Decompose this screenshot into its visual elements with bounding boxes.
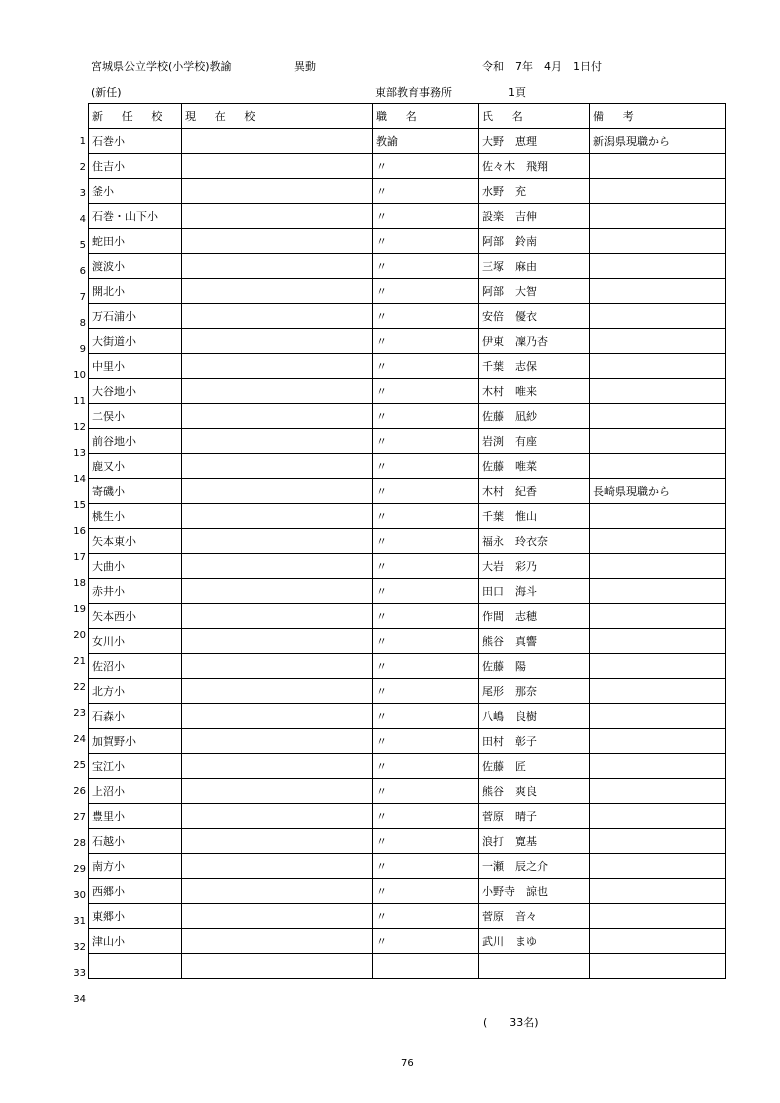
- cell-current-school: [182, 554, 373, 579]
- cell-note: [590, 579, 726, 604]
- cell-position: 〃: [373, 704, 479, 729]
- cell-name: 八嶋 良樹: [479, 704, 590, 729]
- row-number: 32: [73, 942, 86, 953]
- table-row: [89, 829, 726, 854]
- row-number: 33: [73, 968, 86, 979]
- cell-position: 〃: [373, 629, 479, 654]
- cell-current-school: [182, 254, 373, 279]
- cell-current-school: [182, 829, 373, 854]
- cell-name: [479, 954, 590, 979]
- row-number: 8: [79, 318, 86, 329]
- cell-name: 佐藤 唯菜: [479, 454, 590, 479]
- cell-note: [590, 729, 726, 754]
- cell-note: [590, 879, 726, 904]
- cell-note: [590, 179, 726, 204]
- cell-note: [590, 779, 726, 804]
- table-row: [89, 154, 726, 179]
- cell-new-school: 大谷地小: [89, 379, 182, 404]
- cell-note: [590, 679, 726, 704]
- cell-new-school: 東郷小: [89, 904, 182, 929]
- cell-note: [590, 629, 726, 654]
- cell-name: 三塚 麻由: [479, 254, 590, 279]
- cell-position: 〃: [373, 304, 479, 329]
- cell-current-school: [182, 454, 373, 479]
- table-row: [89, 954, 726, 979]
- row-number: 21: [73, 656, 86, 667]
- cell-new-school: 石森小: [89, 704, 182, 729]
- cell-position: 〃: [373, 504, 479, 529]
- cell-name: 設楽 吉伸: [479, 204, 590, 229]
- cell-new-school: 加賀野小: [89, 729, 182, 754]
- cell-note: [590, 329, 726, 354]
- cell-position: 〃: [373, 879, 479, 904]
- cell-position: 〃: [373, 604, 479, 629]
- cell-note: [590, 929, 726, 954]
- sheet-page-label: 1頁: [508, 86, 526, 99]
- cell-new-school: 西郷小: [89, 879, 182, 904]
- table-row: [89, 779, 726, 804]
- cell-position: 〃: [373, 754, 479, 779]
- cell-name: 田口 海斗: [479, 579, 590, 604]
- cell-current-school: [182, 679, 373, 704]
- cell-name: 浪打 寛基: [479, 829, 590, 854]
- education-office: 東部教育事務所: [375, 86, 452, 99]
- cell-name: 菅原 晴子: [479, 804, 590, 829]
- cell-name: 阿部 鈴南: [479, 229, 590, 254]
- cell-new-school: 赤井小: [89, 579, 182, 604]
- row-number: 34: [73, 994, 86, 1005]
- cell-current-school: [182, 354, 373, 379]
- table-header-row: [89, 104, 726, 129]
- cell-name: 木村 紀香: [479, 479, 590, 504]
- document-title: 宮城県公立学校(小学校)教諭: [91, 60, 232, 73]
- cell-current-school: [182, 929, 373, 954]
- table-row: [89, 179, 726, 204]
- table-row: [89, 854, 726, 879]
- cell-current-school: [182, 754, 373, 779]
- appointment-category: (新任): [91, 86, 122, 99]
- cell-note: [590, 854, 726, 879]
- cell-position: 〃: [373, 404, 479, 429]
- cell-current-school: [182, 904, 373, 929]
- table-row: [89, 129, 726, 154]
- table-row: [89, 279, 726, 304]
- total-count: ( 33名): [483, 1016, 539, 1029]
- page-number: 76: [401, 1058, 414, 1069]
- table-row: [89, 304, 726, 329]
- row-number: 10: [73, 370, 86, 381]
- effective-date: 令和 7年 4月 1日付: [482, 60, 602, 73]
- table-row: [89, 554, 726, 579]
- cell-position: 教諭: [373, 129, 479, 154]
- cell-current-school: [182, 429, 373, 454]
- cell-new-school: 石巻・山下小: [89, 204, 182, 229]
- cell-position: 〃: [373, 779, 479, 804]
- cell-name: 作間 志穂: [479, 604, 590, 629]
- cell-position: 〃: [373, 379, 479, 404]
- cell-note: [590, 379, 726, 404]
- cell-current-school: [182, 629, 373, 654]
- table-row: [89, 904, 726, 929]
- row-number: 11: [73, 396, 86, 407]
- cell-current-school: [182, 279, 373, 304]
- cell-new-school: 佐沼小: [89, 654, 182, 679]
- cell-current-school: [182, 579, 373, 604]
- cell-new-school: 南方小: [89, 854, 182, 879]
- cell-note: [590, 229, 726, 254]
- cell-note: [590, 654, 726, 679]
- row-number: 19: [73, 604, 86, 615]
- cell-name: 武川 まゆ: [479, 929, 590, 954]
- cell-name: 木村 唯来: [479, 379, 590, 404]
- cell-position: 〃: [373, 229, 479, 254]
- cell-name: 福永 玲衣奈: [479, 529, 590, 554]
- cell-new-school: 矢本西小: [89, 604, 182, 629]
- cell-current-school: [182, 879, 373, 904]
- cell-position: 〃: [373, 479, 479, 504]
- column-header-position: 職 名: [373, 104, 479, 129]
- cell-current-school: [182, 204, 373, 229]
- row-number: 25: [73, 760, 86, 771]
- table-row: [89, 929, 726, 954]
- cell-new-school: 豊里小: [89, 804, 182, 829]
- row-number: 30: [73, 890, 86, 901]
- cell-new-school: 渡波小: [89, 254, 182, 279]
- cell-note: [590, 404, 726, 429]
- row-number: 13: [73, 448, 86, 459]
- cell-name: 菅原 音々: [479, 904, 590, 929]
- cell-note: [590, 204, 726, 229]
- table-row: [89, 454, 726, 479]
- cell-note: [590, 254, 726, 279]
- cell-name: 佐藤 匠: [479, 754, 590, 779]
- cell-note: [590, 704, 726, 729]
- cell-current-school: [182, 379, 373, 404]
- cell-new-school: 北方小: [89, 679, 182, 704]
- table-row: [89, 679, 726, 704]
- cell-new-school: 万石浦小: [89, 304, 182, 329]
- cell-current-school: [182, 529, 373, 554]
- table-row: [89, 379, 726, 404]
- table-row: [89, 879, 726, 904]
- row-number: 12: [73, 422, 86, 433]
- cell-current-school: [182, 779, 373, 804]
- row-number: 9: [79, 344, 86, 355]
- cell-note: [590, 354, 726, 379]
- cell-current-school: [182, 229, 373, 254]
- table-row: [89, 229, 726, 254]
- cell-name: 一瀬 辰之介: [479, 854, 590, 879]
- row-number: 7: [79, 292, 86, 303]
- table-row: [89, 204, 726, 229]
- cell-note: [590, 804, 726, 829]
- cell-note: [590, 429, 726, 454]
- table-row: [89, 704, 726, 729]
- cell-note: [590, 504, 726, 529]
- table-row: [89, 254, 726, 279]
- cell-position: 〃: [373, 204, 479, 229]
- cell-position: 〃: [373, 654, 479, 679]
- cell-current-school: [182, 704, 373, 729]
- cell-position: 〃: [373, 804, 479, 829]
- cell-new-school: 矢本東小: [89, 529, 182, 554]
- cell-new-school: 開北小: [89, 279, 182, 304]
- row-number: 20: [73, 630, 86, 641]
- cell-new-school: 鹿又小: [89, 454, 182, 479]
- table-row: [89, 429, 726, 454]
- cell-note: [590, 954, 726, 979]
- table-row: [89, 754, 726, 779]
- cell-position: 〃: [373, 579, 479, 604]
- cell-position: 〃: [373, 154, 479, 179]
- cell-current-school: [182, 954, 373, 979]
- cell-new-school: 桃生小: [89, 504, 182, 529]
- cell-current-school: [182, 154, 373, 179]
- cell-new-school: 前谷地小: [89, 429, 182, 454]
- column-header-note: 備 考: [590, 104, 726, 129]
- cell-current-school: [182, 854, 373, 879]
- cell-new-school: 石越小: [89, 829, 182, 854]
- cell-note: [590, 829, 726, 854]
- cell-name: 安倍 優衣: [479, 304, 590, 329]
- cell-new-school: 宝江小: [89, 754, 182, 779]
- cell-name: 佐藤 陽: [479, 654, 590, 679]
- cell-new-school: 大曲小: [89, 554, 182, 579]
- cell-note: [590, 454, 726, 479]
- cell-position: 〃: [373, 354, 479, 379]
- cell-new-school: 釜小: [89, 179, 182, 204]
- cell-note: 新潟県現職から: [590, 129, 726, 154]
- table-row: [89, 804, 726, 829]
- cell-note: [590, 279, 726, 304]
- table-row: [89, 404, 726, 429]
- cell-note: [590, 529, 726, 554]
- cell-position: 〃: [373, 254, 479, 279]
- row-number: 22: [73, 682, 86, 693]
- cell-position: 〃: [373, 729, 479, 754]
- cell-current-school: [182, 654, 373, 679]
- cell-new-school: 大街道小: [89, 329, 182, 354]
- cell-position: 〃: [373, 829, 479, 854]
- cell-new-school: 二俣小: [89, 404, 182, 429]
- table-row: [89, 329, 726, 354]
- cell-position: 〃: [373, 854, 479, 879]
- cell-new-school: 津山小: [89, 929, 182, 954]
- cell-current-school: [182, 129, 373, 154]
- roster-table: [88, 103, 726, 979]
- cell-position: 〃: [373, 929, 479, 954]
- cell-position: 〃: [373, 429, 479, 454]
- row-number: 27: [73, 812, 86, 823]
- cell-name: 阿部 大智: [479, 279, 590, 304]
- cell-name: 佐々木 飛翔: [479, 154, 590, 179]
- table-row: [89, 629, 726, 654]
- row-number: 3: [79, 188, 86, 199]
- row-number: 5: [79, 240, 86, 251]
- cell-current-school: [182, 604, 373, 629]
- cell-name: 熊谷 真響: [479, 629, 590, 654]
- table-row: [89, 479, 726, 504]
- row-number: 1: [79, 136, 86, 147]
- row-number: 29: [73, 864, 86, 875]
- column-header-current-school: 現 在 校: [182, 104, 373, 129]
- cell-current-school: [182, 479, 373, 504]
- cell-new-school: 石巻小: [89, 129, 182, 154]
- column-header-new-school: 新 任 校: [89, 104, 182, 129]
- cell-current-school: [182, 504, 373, 529]
- cell-note: [590, 904, 726, 929]
- table-row: [89, 604, 726, 629]
- cell-name: 千葉 惟山: [479, 504, 590, 529]
- cell-position: 〃: [373, 454, 479, 479]
- row-number: 14: [73, 474, 86, 485]
- cell-name: 熊谷 爽良: [479, 779, 590, 804]
- cell-name: 田村 彰子: [479, 729, 590, 754]
- cell-note: [590, 754, 726, 779]
- cell-name: 大野 恵理: [479, 129, 590, 154]
- cell-new-school: 寄磯小: [89, 479, 182, 504]
- cell-new-school: 女川小: [89, 629, 182, 654]
- cell-name: 小野寺 諒也: [479, 879, 590, 904]
- cell-name: 佐藤 凪紗: [479, 404, 590, 429]
- row-number: 26: [73, 786, 86, 797]
- cell-new-school: 中里小: [89, 354, 182, 379]
- row-number: 18: [73, 578, 86, 589]
- cell-note: [590, 154, 726, 179]
- cell-note: [590, 554, 726, 579]
- table-row: [89, 354, 726, 379]
- row-number: 4: [79, 214, 86, 225]
- cell-current-school: [182, 304, 373, 329]
- cell-position: 〃: [373, 904, 479, 929]
- row-number: 6: [79, 266, 86, 277]
- row-number: 23: [73, 708, 86, 719]
- cell-name: 伊東 凜乃杏: [479, 329, 590, 354]
- cell-new-school: [89, 954, 182, 979]
- cell-note: [590, 304, 726, 329]
- cell-current-school: [182, 179, 373, 204]
- row-number: 15: [73, 500, 86, 511]
- cell-current-school: [182, 729, 373, 754]
- document-type: 異動: [294, 60, 316, 73]
- cell-note: 長崎県現職から: [590, 479, 726, 504]
- cell-current-school: [182, 329, 373, 354]
- cell-current-school: [182, 804, 373, 829]
- cell-current-school: [182, 404, 373, 429]
- cell-position: 〃: [373, 329, 479, 354]
- cell-position: 〃: [373, 279, 479, 304]
- cell-new-school: 上沼小: [89, 779, 182, 804]
- cell-new-school: 住吉小: [89, 154, 182, 179]
- row-number: 2: [79, 162, 86, 173]
- cell-name: 大岩 彩乃: [479, 554, 590, 579]
- cell-position: 〃: [373, 679, 479, 704]
- cell-new-school: 蛇田小: [89, 229, 182, 254]
- cell-note: [590, 604, 726, 629]
- cell-position: [373, 954, 479, 979]
- table-row: [89, 504, 726, 529]
- cell-position: 〃: [373, 179, 479, 204]
- row-number: 28: [73, 838, 86, 849]
- column-header-name: 氏 名: [479, 104, 590, 129]
- cell-name: 水野 充: [479, 179, 590, 204]
- table-row: [89, 654, 726, 679]
- cell-name: 千葉 志保: [479, 354, 590, 379]
- table-row: [89, 579, 726, 604]
- cell-name: 岩渕 有座: [479, 429, 590, 454]
- row-number: 17: [73, 552, 86, 563]
- row-number: 31: [73, 916, 86, 927]
- table-row: [89, 529, 726, 554]
- cell-name: 尾形 那奈: [479, 679, 590, 704]
- row-number: 16: [73, 526, 86, 537]
- cell-position: 〃: [373, 529, 479, 554]
- row-number: 24: [73, 734, 86, 745]
- cell-position: 〃: [373, 554, 479, 579]
- table-row: [89, 729, 726, 754]
